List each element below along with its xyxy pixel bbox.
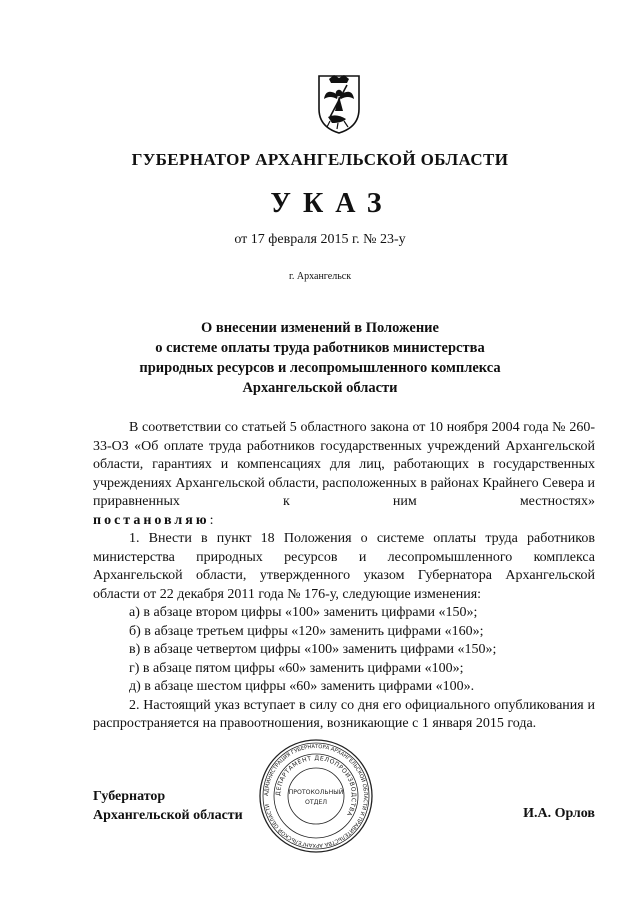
list-item: а) в абзаце втором цифры «100» заменить цифрами «150»; (129, 605, 478, 620)
signatory-position (93, 787, 243, 825)
signatory-name: И.А. Орлов (523, 806, 595, 821)
item-1-paragraph: 1. Внести в пункт 18 Положения о системе оплаты труда работников министерства природных ресурсов и лесопромышленного комплекса Архангельской области, утвержденного указом Губернатора Архангельской области от 22 декабря 2011 года № 176-у, следующие изменения: (93, 531, 595, 602)
item-2-paragraph: 2. Настоящий указ вступает в силу со дня его официального опубликования и распространяется на правоотношения, возникающие с 1 января 2015 года. (93, 697, 595, 731)
stamp-center-line: ОТДЕЛ (304, 799, 328, 806)
stamp-center-line: ПРОТОКОЛЬНЫЙ (288, 789, 344, 796)
decree-title: УКАЗ (270, 188, 394, 219)
list-item: б) в абзаце третьем цифры «120» заменить цифрами «160»; (129, 623, 484, 639)
list-item: г) в абзаце пятом цифры «60» заменить цифрами «100»; (129, 660, 464, 676)
list-item: д) в абзаце шестом цифры «60» заменить цифрами «100». (129, 679, 475, 694)
decree-body (93, 419, 595, 734)
list-item: в) в абзаце четвертом цифры «100» заменить цифрами «150»; (129, 642, 497, 657)
governor-title: ГУБЕРНАТОР АРХАНГЕЛЬСКОЙ ОБЛАСТИ (131, 150, 509, 169)
position-line: Губернатор (93, 789, 166, 804)
stamp-outer-text: АДМИНИСТРАЦИЯ ГУБЕРНАТОРА АРХАНГЕЛЬСКОЙ ОБЛАСТИ И ПРАВИТЕЛЬСТВА АРХАНГЕЛЬСКОЙ ОБЛАСТИ (263, 743, 369, 849)
decree-word: постановляю (93, 512, 210, 528)
subject-line: О внесении изменений в Положение (201, 320, 439, 336)
official-stamp (257, 737, 375, 855)
position-line: Архангельской области (93, 808, 243, 823)
subject-line: природных ресурсов и лесопромышленного комплекса (139, 360, 501, 376)
decree-city: г. Архангельск (288, 271, 352, 282)
decree-subject (0, 318, 640, 398)
decree-colon: : (209, 512, 214, 528)
decree-resolution (93, 512, 595, 531)
subject-line: о системе оплаты труда работников министерства (155, 340, 485, 356)
coat-of-arms-icon (316, 73, 362, 135)
svg-text:ДЕПАРТАМЕНТ ДЕЛОПРОИЗВОДСТВА (275, 755, 357, 818)
subject-line: Архангельской области (242, 380, 398, 396)
stamp-inner-text: ДЕПАРТАМЕНТ ДЕЛОПРОИЗВОДСТВА (274, 754, 358, 818)
preamble-paragraph: В соответствии со статьей 5 областного закона от 10 ноября 2004 года № 260-33-ОЗ «Об оплате труда работников государственных учреждений Архангельской области, гарантиях и компенсациях для лиц, работающих в государственных учреждениях Архангельской области, расположенных в районах Крайнего Севера и приравненных к ним местностях» (93, 420, 595, 509)
decree-date: от 17 февраля 2015 г. № 23-у (234, 232, 406, 247)
